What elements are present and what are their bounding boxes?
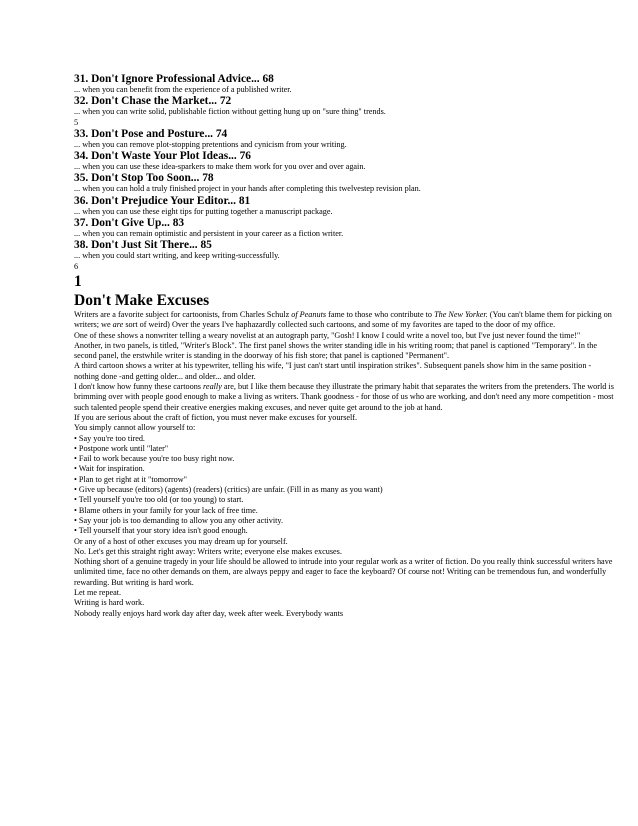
toc-entry	[74, 150, 614, 172]
toc-entry-description: ... when you can benefit from the experience of a published writer.	[74, 85, 292, 94]
toc-entry-title: 32. Don't Chase the Market... 72	[74, 95, 232, 108]
bullet-item: • Plan to get right at it "tomorrow"	[74, 474, 188, 484]
bullet-item: • Postpone work until "later"	[74, 443, 169, 453]
toc-entry-description: ... when you can remain optimistic and persistent in your career as a fiction writer.	[74, 229, 344, 239]
toc-entry-description: ... when you can use these idea-sparkers to make them work for you over and over again.	[74, 162, 366, 172]
document-page	[74, 73, 614, 619]
toc-entry-title: 37. Don't Give Up... 83	[74, 217, 185, 230]
paragraph: Writing is hard work.	[74, 598, 145, 608]
text-run: Writers are a favorite subject for cartoonists, from Charles Schulz	[74, 309, 292, 319]
toc-entry	[74, 217, 614, 239]
bullet-item: • Tell yourself that your story idea isn't good enough.	[74, 526, 248, 536]
paragraph: Another, in two panels, is titled, "Writer's Block". The first panel shows the writer standing idle in his writing room; that panel is captioned "Temporary". In the second panel, the erstwhile writer is standing in the doorway of his fish store; that panel is captioned "Permanent".	[74, 340, 598, 361]
paragraph: Nobody really enjoys hard work day after day, week after week. Everybody wants	[74, 608, 344, 618]
toc-entry	[74, 128, 614, 150]
toc-entry-description: ... when you can remove plot-stopping pretentions and cynicism from your writing.	[74, 139, 347, 149]
page-number: 5	[74, 117, 79, 127]
paragraph: One of these shows a nonwriter telling a weary novelist at an autograph party, "Gosh! I know I could write a novel too, but I've just never found the time!"	[74, 330, 581, 340]
bullet-item: • Wait for inspiration.	[74, 464, 145, 474]
bullet-item: • Tell yourself you're too old (or too young) to start.	[74, 495, 244, 505]
italic-text: The New Yorker.	[434, 309, 488, 319]
intro-paragraph	[74, 310, 614, 331]
italic-text: really	[203, 382, 222, 392]
bullet-item: • Say you're too tired.	[74, 433, 145, 443]
toc-entry-description: ... when you can write solid, publishable fiction without getting hung up on "sure thing" trends.	[74, 107, 386, 117]
bullet-item: • Blame others in your family for your lack of free time.	[74, 505, 258, 515]
text-run: I don't know how funny these cartoons	[74, 382, 204, 392]
paragraph: If you are serious about the craft of fiction, you must never make excuses for yourself.	[74, 412, 358, 422]
toc-entry	[74, 73, 614, 95]
toc-entry-description: ... when you can use these eight tips for putting together a manuscript package.	[74, 206, 333, 216]
toc-part-2	[74, 128, 614, 262]
text-run: (You can't blame them for picking on writers; we	[74, 309, 612, 330]
bullet-item: • Fail to work because you're too busy right now.	[74, 454, 235, 464]
toc-entry	[74, 195, 614, 217]
chapter-number: 1	[74, 272, 82, 290]
toc-part-1	[74, 73, 614, 118]
paragraph: Let me repeat.	[74, 587, 122, 597]
text-run: are, but I like them because they illustrate the primary habit that separates the writers from the pretenders. The world is brimming over with people good enough to make a living as writers. Thank goodness - for those of us who are working, and don't need any more competition - most such talented people spend their creative energies making excuses, and never quite get around to the job at hand.	[74, 382, 614, 412]
funny-paragraph	[74, 382, 614, 413]
chapter-title: Don't Make Excuses	[74, 291, 210, 309]
italic-text: are	[112, 320, 124, 330]
paragraph: Or any of a host of other excuses you may dream up for yourself.	[74, 536, 288, 546]
text-run: sort of weird) Over the years I've haphazardly collected such cartoons, and some of my favorites are taped to the door of my office.	[123, 320, 556, 330]
bullet-item: • Give up because (editors) (agents) (readers) (critics) are unfair. (Fill in as many as you want)	[74, 485, 383, 495]
toc-entry	[74, 172, 614, 194]
paragraph: A third cartoon shows a writer at his typewriter, telling his wife, "I just can't start until inspiration strikes". Subsequent panels show him in the same position - nothing done -and getting older... and older... and older.	[74, 361, 592, 381]
toc-entry-title: 36. Don't Prejudice Your Editor... 81	[74, 194, 251, 207]
toc-entry-title: 38. Don't Just Sit There... 85	[74, 239, 212, 252]
italic-text: of Peanuts	[291, 309, 327, 319]
toc-entry-description: ... when you can hold a truly finished project in your hands after completing this twelvestep revision plan.	[74, 184, 421, 194]
paragraph: You simply cannot allow yourself to:	[74, 423, 196, 433]
paragraph: Nothing short of a genuine tragedy in your life should be allowed to intrude into your regular work as a writer of fiction. Do you really think successful writers have unlimited time, face no other demands on them, are always peppy and eager to face the keyboard? Of course not! Writing can be tremendous fun, and wonderfully rewarding. But writing is hard work.	[74, 557, 613, 587]
toc-entry-title: 33. Don't Pose and Posture... 74	[74, 127, 228, 140]
toc-entry-description: ... when you could start writing, and keep writing-successfully.	[74, 251, 280, 261]
page-number: 6	[74, 261, 79, 271]
toc-entry-title: 31. Don't Ignore Professional Advice... 68	[74, 73, 274, 85]
toc-entry	[74, 239, 614, 261]
toc-entry-title: 35. Don't Stop Too Soon... 78	[74, 172, 214, 185]
paragraph: No. Let's get this straight right away: Writers write; everyone else makes excuses.	[74, 546, 342, 556]
bullet-item: • Say your job is too demanding to allow you any other activity.	[74, 515, 284, 525]
text-run: fame to those who contribute to	[326, 309, 435, 319]
toc-entry-title: 34. Don't Waste Your Plot Ideas... 76	[74, 150, 251, 163]
toc-entry	[74, 95, 614, 117]
